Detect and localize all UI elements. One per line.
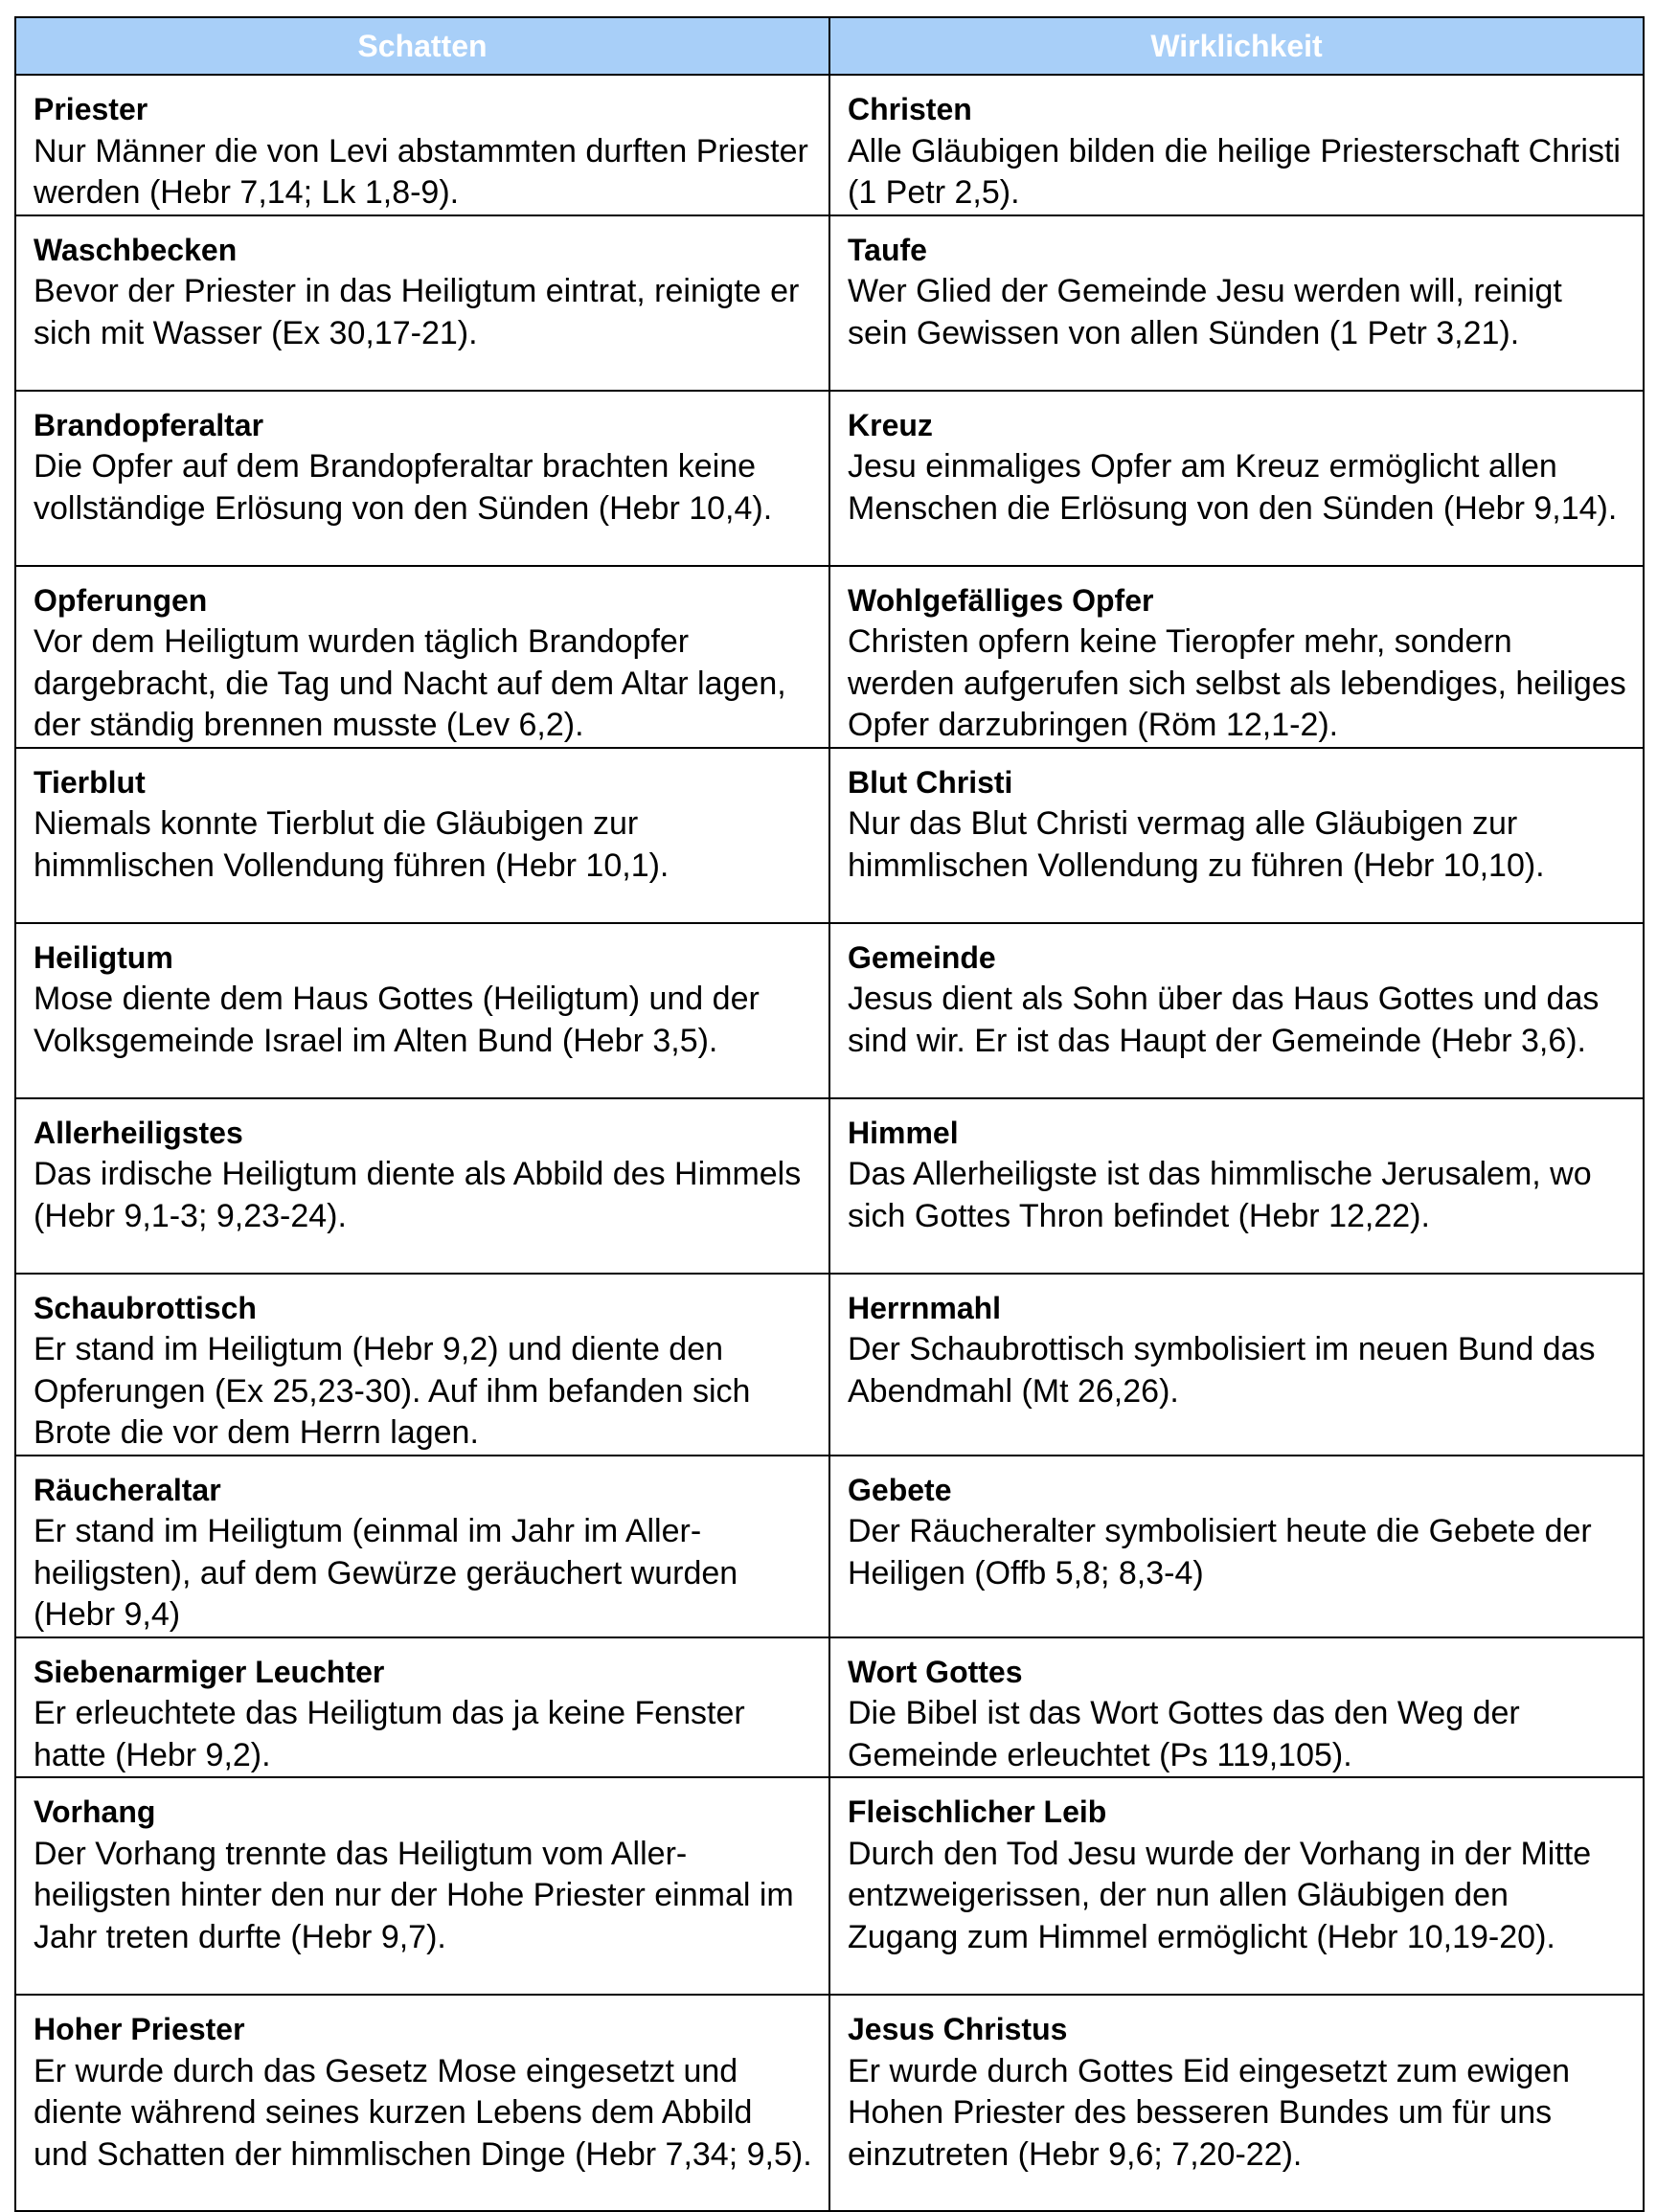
cell-text: Das Allerheiligste ist das himmlische Jerusalem, wo sich Gottes Thron befindet (Hebr 12,22). xyxy=(848,1156,1592,1234)
cell-schatten xyxy=(15,1995,829,2211)
cell-wirklichkeit xyxy=(829,391,1644,566)
cell-term: Christen xyxy=(848,92,972,126)
cell-text: Jesus dient als Sohn über das Haus Gottes und das sind wir. Er ist das Haupt der Gemeinde (Hebr 3,6). xyxy=(848,981,1600,1059)
cell-wirklichkeit xyxy=(829,1456,1644,1637)
cell-text: Er erleuchtete das Heiligtum das ja keine Fenster hatte (Hebr 9,2). xyxy=(34,1695,745,1773)
cell-schatten xyxy=(15,1637,829,1778)
cell-term: Taufe xyxy=(848,232,927,267)
cell-term: Wohlgefälliges Opfer xyxy=(848,582,1154,618)
cell-schatten xyxy=(15,1456,829,1637)
header-wirklichkeit: Wirklichkeit xyxy=(829,17,1644,75)
cell-text: Die Opfer auf dem Brandopferaltar brachten keine vollständige Erlösung von den Sünden (Hebr 10,4). xyxy=(34,448,773,527)
cell-text: Er wurde durch Gottes Eid eingesetzt zum ewigen Hohen Priester des besseren Bundes um für uns einzutreten (Hebr 9,6; 7,20-22). xyxy=(848,2052,1571,2173)
cell-schatten xyxy=(15,1274,829,1456)
cell-wirklichkeit xyxy=(829,1098,1644,1274)
cell-term: Brandopferaltar xyxy=(34,407,264,442)
cell-wirklichkeit xyxy=(829,75,1644,215)
cell-term: Gebete xyxy=(848,1472,952,1507)
comparison-table xyxy=(14,16,1645,2212)
cell-term: Fleischlicher Leib xyxy=(848,1794,1107,1829)
cell-text: Jesu einmaliges Opfer am Kreuz ermöglicht allen Menschen die Erlösung von den Sünden (Hebr 9,14). xyxy=(848,448,1618,527)
cell-term: Himmel xyxy=(848,1115,959,1150)
cell-term: Herrnmahl xyxy=(848,1290,1002,1325)
cell-text: Er stand im Heiligtum (Hebr 9,2) und diente den Opferungen (Ex 25,23-30). Auf ihm befanden sich Brote die vor dem Herrn lagen. xyxy=(34,1331,751,1451)
table-row xyxy=(15,566,1644,748)
cell-schatten xyxy=(15,1098,829,1274)
cell-term: Blut Christi xyxy=(848,764,1013,800)
cell-wirklichkeit xyxy=(829,215,1644,391)
cell-text: Der Räucheralter symbolisiert heute die Gebete der Heiligen (Offb 5,8; 8,3-4) xyxy=(848,1513,1592,1591)
table-row xyxy=(15,748,1644,923)
cell-schatten xyxy=(15,566,829,748)
cell-text: Der Vorhang trennte das Heiligtum vom Aller-heiligsten hinter den nur der Hohe Priester einmal im Jahr treten durfte (Hebr 9,7). xyxy=(34,1835,794,1955)
table-row xyxy=(15,215,1644,391)
cell-term: Gemeinde xyxy=(848,939,996,975)
cell-text: Durch den Tod Jesu wurde der Vorhang in der Mitte entzweigerissen, der nun allen Gläubigen den Zugang zum Himmel ermöglicht (Hebr 10,19-20). xyxy=(848,1835,1592,1955)
table-row xyxy=(15,391,1644,566)
cell-text: Er wurde durch das Gesetz Mose eingesetzt und diente während seines kurzen Lebens dem Abbild und Schatten der himmlischen Dinge (Hebr 7,34; 9,5). xyxy=(34,2052,812,2173)
cell-text: Alle Gläubigen bilden die heilige Priesterschaft Christi (1 Petr 2,5). xyxy=(848,132,1621,211)
cell-text: Vor dem Heiligtum wurden täglich Brandopfer dargebracht, die Tag und Nacht auf dem Altar lagen, der ständig brennen musste (Lev 6,2). xyxy=(34,623,786,743)
cell-text: Niemals konnte Tierblut die Gläubigen zur himmlischen Vollendung führen (Hebr 10,1). xyxy=(34,805,670,884)
cell-schatten xyxy=(15,75,829,215)
cell-wirklichkeit xyxy=(829,748,1644,923)
cell-term: Räucheraltar xyxy=(34,1472,221,1507)
cell-wirklichkeit xyxy=(829,566,1644,748)
cell-term: Hoher Priester xyxy=(34,2012,245,2046)
cell-term: Siebenarmiger Leuchter xyxy=(34,1654,385,1689)
cell-text: Nur Männer die von Levi abstammten durften Priester werden (Hebr 7,14; Lk 1,8-9). xyxy=(34,132,808,211)
header-row xyxy=(15,17,1644,75)
cell-term: Jesus Christus xyxy=(848,2012,1068,2046)
cell-term: Schaubrottisch xyxy=(34,1290,257,1325)
cell-term: Tierblut xyxy=(34,764,146,800)
cell-term: Priester xyxy=(34,92,148,126)
cell-wirklichkeit xyxy=(829,1274,1644,1456)
cell-wirklichkeit xyxy=(829,1995,1644,2211)
cell-wirklichkeit xyxy=(829,1637,1644,1778)
cell-wirklichkeit xyxy=(829,1777,1644,1995)
header-schatten: Schatten xyxy=(15,17,829,75)
cell-wirklichkeit xyxy=(829,923,1644,1098)
cell-text: Das irdische Heiligtum diente als Abbild des Himmels (Hebr 9,1-3; 9,23-24). xyxy=(34,1156,802,1234)
table-row xyxy=(15,1637,1644,1778)
table-row xyxy=(15,1456,1644,1637)
cell-text: Christen opfern keine Tieropfer mehr, sondern werden aufgerufen sich selbst als lebendiges, heiliges Opfer darzubringen (Röm 12,1-2). xyxy=(848,623,1626,743)
table-row xyxy=(15,1777,1644,1995)
table-row xyxy=(15,923,1644,1098)
cell-term: Wort Gottes xyxy=(848,1654,1023,1689)
cell-term: Heiligtum xyxy=(34,939,173,975)
cell-term: Kreuz xyxy=(848,407,933,442)
cell-term: Opferungen xyxy=(34,582,208,618)
cell-text: Nur das Blut Christi vermag alle Gläubigen zur himmlischen Vollendung zu führen (Hebr 10,10). xyxy=(848,805,1545,884)
table-row xyxy=(15,75,1644,215)
cell-term: Allerheiligstes xyxy=(34,1115,243,1150)
table-row xyxy=(15,1098,1644,1274)
cell-schatten xyxy=(15,1777,829,1995)
cell-schatten xyxy=(15,923,829,1098)
table-row xyxy=(15,1995,1644,2211)
cell-text: Er stand im Heiligtum (einmal im Jahr im Aller-heiligsten), auf dem Gewürze geräuchert wurden (Hebr 9,4) xyxy=(34,1513,738,1633)
table-row xyxy=(15,1274,1644,1456)
cell-term: Vorhang xyxy=(34,1794,156,1829)
cell-text: Wer Glied der Gemeinde Jesu werden will, reinigt sein Gewissen von allen Sünden (1 Petr 3,21). xyxy=(848,273,1562,351)
cell-text: Der Schaubrottisch symbolisiert im neuen Bund das Abendmahl (Mt 26,26). xyxy=(848,1331,1596,1410)
cell-schatten xyxy=(15,391,829,566)
cell-term: Waschbecken xyxy=(34,232,238,267)
cell-text: Die Bibel ist das Wort Gottes das den Weg der Gemeinde erleuchtet (Ps 119,105). xyxy=(848,1695,1520,1773)
cell-text: Mose diente dem Haus Gottes (Heiligtum) und der Volksgemeinde Israel im Alten Bund (Hebr 3,5). xyxy=(34,981,760,1059)
cell-text: Bevor der Priester in das Heiligtum eintrat, reinigte er sich mit Wasser (Ex 30,17-21). xyxy=(34,273,800,351)
cell-schatten xyxy=(15,215,829,391)
cell-schatten xyxy=(15,748,829,923)
